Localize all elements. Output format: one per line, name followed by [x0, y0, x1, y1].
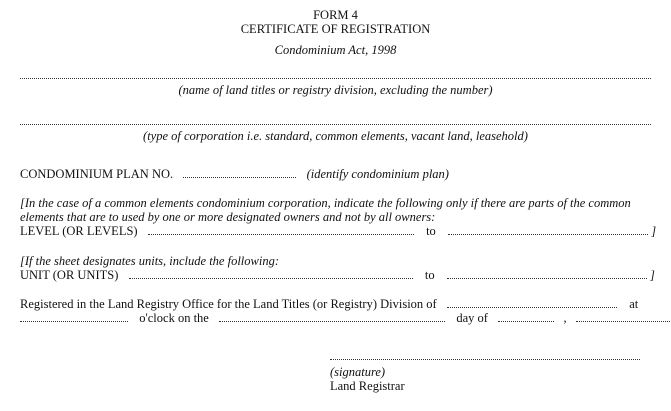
level-label: LEVEL (OR LEVELS)	[20, 224, 138, 238]
division-blank[interactable]	[20, 78, 651, 79]
form-number: FORM 4	[313, 8, 358, 22]
signature-role: Land Registrar	[330, 379, 405, 393]
act-name: Condominium Act, 1998	[274, 43, 397, 57]
signature-caption: (signature)	[330, 365, 386, 379]
common-elements-note-line1: [In the case of a common elements condominium corporation, indicate the following only if there are parts of the common	[20, 196, 631, 210]
unit-from-blank[interactable]	[129, 269, 413, 279]
unit-row	[20, 268, 655, 282]
unit-label: UNIT (OR UNITS)	[20, 268, 119, 282]
corporation-type-blank[interactable]	[20, 124, 651, 125]
common-elements-note-line2: elements that are to used by one or more designated owners and not by all owners:	[20, 210, 436, 224]
unit-to-label: to	[424, 268, 435, 282]
registration-day-blank[interactable]	[219, 312, 445, 322]
units-note: [If the sheet designates units, include the following:	[20, 254, 279, 268]
level-row	[20, 224, 656, 238]
division-hint: (name of land titles or registry division, excluding the number)	[178, 83, 493, 97]
plan-row	[20, 167, 449, 181]
registration-comma: ,	[563, 311, 567, 325]
form-title: CERTIFICATE OF REGISTRATION	[240, 22, 431, 36]
registration-row-1	[20, 297, 638, 311]
registration-division-blank[interactable]	[447, 298, 617, 308]
registration-year-blank[interactable]	[576, 312, 671, 322]
registration-month-blank[interactable]	[498, 312, 554, 322]
plan-number-blank[interactable]	[183, 168, 296, 178]
registration-text: Registered in the Land Registry Office for the Land Titles (or Registry) Division of	[20, 297, 437, 311]
level-close-bracket: ]	[651, 224, 657, 238]
level-from-blank[interactable]	[148, 225, 414, 235]
signature-blank[interactable]	[330, 359, 640, 360]
registration-at-label: at	[629, 297, 639, 311]
plan-hint: (identify condominium plan)	[306, 167, 449, 181]
registration-time-blank[interactable]	[20, 312, 128, 322]
registration-row-2	[20, 311, 671, 325]
registration-oclock-label: o'clock on the	[139, 311, 209, 325]
unit-close-bracket: ]	[649, 268, 655, 282]
plan-label: CONDOMINIUM PLAN NO.	[20, 167, 174, 181]
level-to-blank[interactable]	[448, 225, 648, 235]
level-to-label: to	[426, 224, 436, 238]
corporation-type-hint: (type of corporation i.e. standard, common elements, vacant land, leasehold)	[143, 129, 528, 143]
registration-day-of-label: day of	[456, 311, 488, 325]
unit-to-blank[interactable]	[447, 269, 647, 279]
